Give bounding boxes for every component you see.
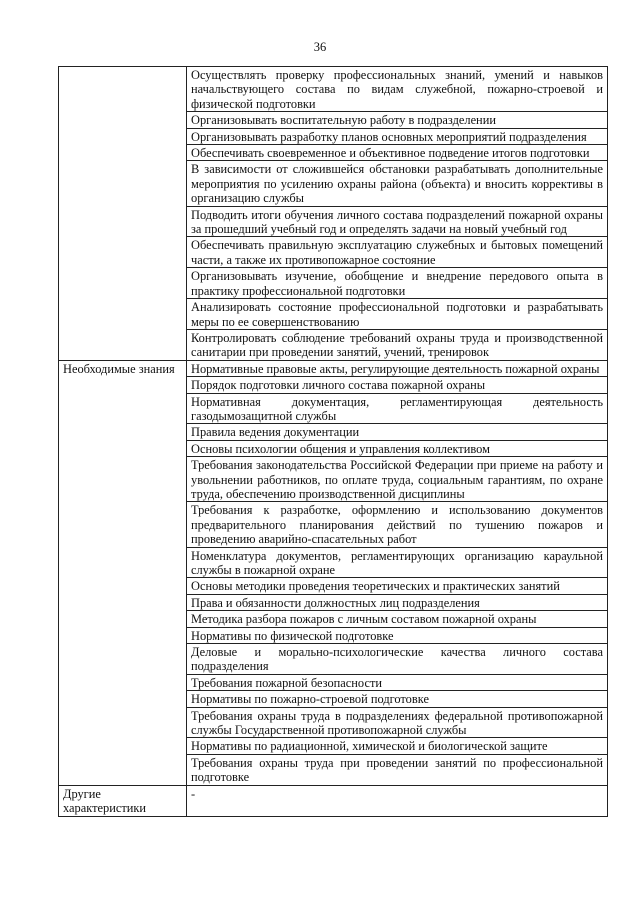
section-item: Требования охраны труда в подразделениях федеральной противопожарной службы Государственной противопожарной службы xyxy=(187,707,608,738)
section-item: Анализировать состояние профессиональной подготовки и разрабатывать меры по ее совершенствованию xyxy=(187,299,608,330)
requirements-table xyxy=(58,66,608,817)
section-item: Правила ведения документации xyxy=(187,424,608,440)
section-item: Нормативы по физической подготовке xyxy=(187,627,608,643)
section-item: Основы методики проведения теоретических и практических занятий xyxy=(187,578,608,594)
section-item: Номенклатура документов, регламентирующих организацию караульной службы в пожарной охране xyxy=(187,547,608,578)
section-item: Основы психологии общения и управления коллективом xyxy=(187,440,608,456)
section-item: Организовывать изучение, обобщение и внедрение передового опыта в практику профессиональной подготовки xyxy=(187,268,608,299)
section-item: Требования охраны труда при проведении занятий по профессиональной подготовке xyxy=(187,754,608,785)
section-item: Требования к разработке, оформлению и использованию документов предварительного планирования действий по тушению пожаров и проведению аварийно-спасательных работ xyxy=(187,502,608,547)
section-item: - xyxy=(187,785,608,816)
section-item: Права и обязанности должностных лиц подразделения xyxy=(187,594,608,610)
section-item: Осуществлять проверку профессиональных знаний, умений и навыков начальствующего состава по видам служебной, пожарно-строевой и физической подготовки xyxy=(187,67,608,112)
table-row xyxy=(59,785,608,816)
section-label: Другие характеристики xyxy=(59,785,187,816)
section-item: Порядок подготовки личного состава пожарной охраны xyxy=(187,377,608,393)
section-item: В зависимости от сложившейся обстановки разрабатывать дополнительные мероприятия по усилению охраны района (объекта) и вносить коррективы в организацию службы xyxy=(187,161,608,206)
section-label xyxy=(59,67,187,361)
section-item: Нормативы по пожарно-строевой подготовке xyxy=(187,691,608,707)
table-row xyxy=(59,360,608,376)
table-row xyxy=(59,67,608,112)
section-item: Контролировать соблюдение требований охраны труда и производственной санитарии при проведении занятий, учений, тренировок xyxy=(187,329,608,360)
section-item: Обеспечивать своевременное и объективное подведение итогов подготовки xyxy=(187,145,608,161)
section-item: Нормативные правовые акты, регулирующие деятельность пожарной охраны xyxy=(187,360,608,376)
section-item: Организовывать разработку планов основных мероприятий подразделения xyxy=(187,128,608,144)
section-item: Требования законодательства Российской Федерации при приеме на работу и увольнении работников, по оплате труда, социальным гарантиям, по охране труда, обеспечению производственной дисциплины xyxy=(187,457,608,502)
section-item: Подводить итоги обучения личного состава подразделений пожарной охраны за прошедший учебный год и определять задачи на новый учебный год xyxy=(187,206,608,237)
section-item: Методика разбора пожаров с личным составом пожарной охраны xyxy=(187,611,608,627)
section-item: Нормативная документация, регламентирующая деятельность газодымозащитной службы xyxy=(187,393,608,424)
section-label: Необходимые знания xyxy=(59,360,187,785)
section-item: Деловые и морально-психологические качества личного состава подразделения xyxy=(187,644,608,675)
section-item: Организовывать воспитательную работу в подразделении xyxy=(187,112,608,128)
page-number: 36 xyxy=(313,40,327,54)
section-item: Требования пожарной безопасности xyxy=(187,674,608,690)
section-item: Нормативы по радиационной, химической и биологической защите xyxy=(187,738,608,754)
section-item: Обеспечивать правильную эксплуатацию служебных и бытовых помещений части, а также их противопожарное состояние xyxy=(187,237,608,268)
